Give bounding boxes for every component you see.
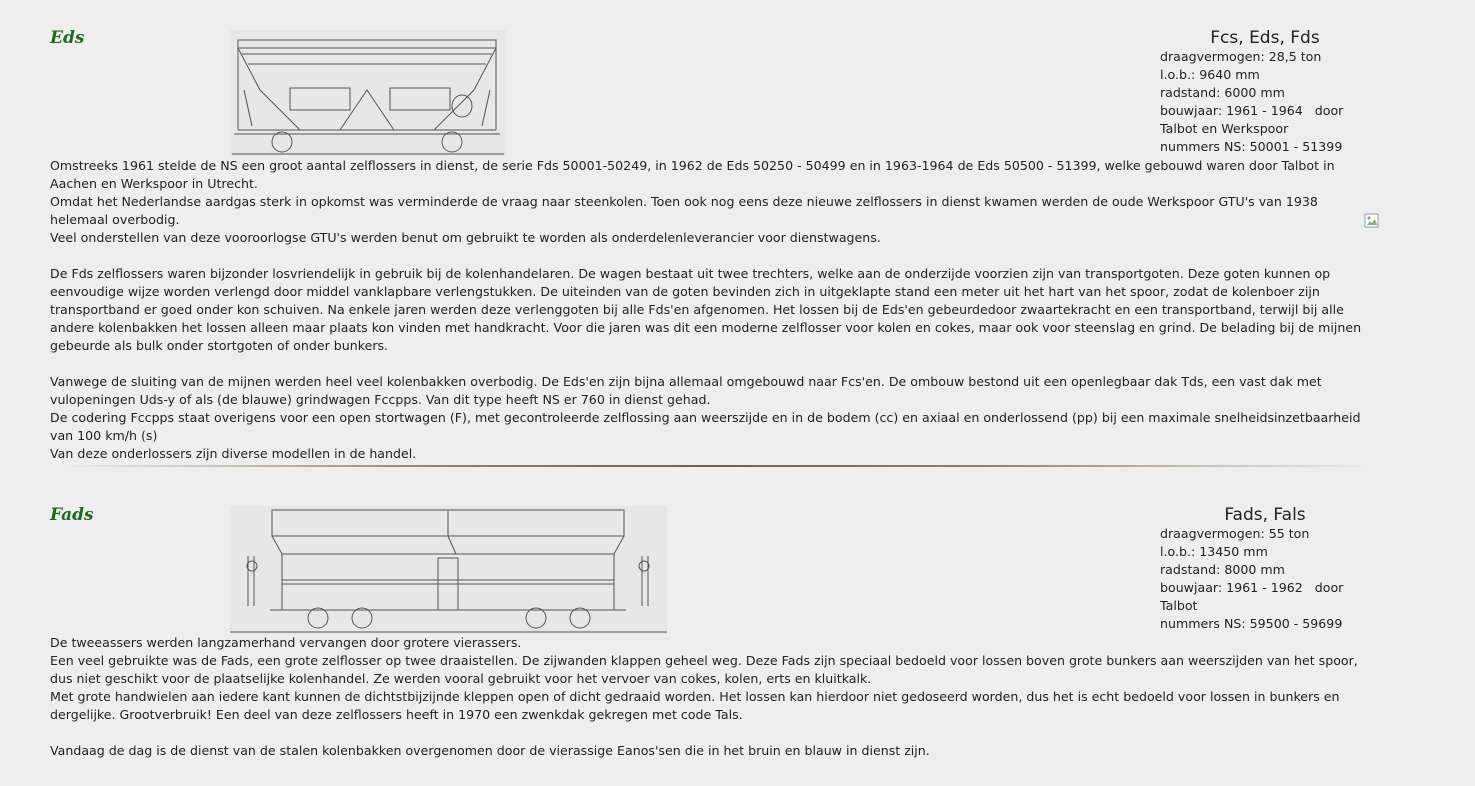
section-body xyxy=(50,634,1380,760)
paragraph: Van deze onderlossers zijn diverse modellen in de handel. xyxy=(50,446,417,461)
paragraph: Omstreeks 1961 stelde de NS een groot aantal zelflossers in dienst, de serie Fds 50001-50249, in 1962 de Eds 50250 - 50499 en in 1963-1964 de Eds 50500 - 51399, welke gebouwd waren door Talbot in Aachen en Werkspoor in Utrecht. xyxy=(50,158,1335,191)
spacer xyxy=(50,724,1380,742)
spec-line: l.o.b.: 9640 mm xyxy=(1160,67,1260,82)
spec-line: Talbot en Werkspoor xyxy=(1160,121,1289,136)
paragraph: De tweeassers werden langzamerhand vervangen door grotere vierassers. xyxy=(50,635,522,650)
spacer xyxy=(50,247,1380,265)
paragraph: De codering Fccpps staat overigens voor een open stortwagen (F), met gecontroleerde zelflossing aan weerszijde en in de bodem (cc) en axiaal en onderlossend (pp) bij een maximale snelheidsinzetbaarheid van 100 km/h (s) xyxy=(50,410,1361,443)
paragraph: Vanwege de sluiting van de mijnen werden heel veel kolenbakken overbodig. De Eds'en zijn bijna allemaal omgebouwd naar Fcs'en. De ombouw bestond uit een openlegbaar dak Tds, een vast dak met vulopeningen Uds-y of als (de blauwe) grindwagen Fccpps. Van dit type heeft NS er 760 in dienst gehad. xyxy=(50,374,1322,407)
spec-line: radstand: 8000 mm xyxy=(1160,562,1285,577)
spec-line: nummers NS: 50001 - 51399 xyxy=(1160,139,1343,154)
fads-wagon-icon xyxy=(230,506,667,634)
fads-wagon-drawing xyxy=(230,506,667,634)
specs-block xyxy=(1160,28,1370,156)
specs-block xyxy=(1160,505,1370,633)
eds-wagon-icon xyxy=(230,30,506,156)
section-fads xyxy=(50,505,1380,775)
paragraph: De Fds zelflossers waren bijzonder losvriendelijk in gebruik bij de kolenhandelaren. De wagen bestaat uit twee trechters, welke aan de onderzijde voorzien zijn van transportgoten. Deze goten kunnen op eenvoudige wijze worden verlengd door middel vanklapbare verlengstukken. De uiteinden van de goten bevinden zich in uitgeklapte stand een meter uit het hart van het spoor, zodat de kolenboer zijn transportband er goed onder kon schuiven. Na enkele jaren werden deze verlenggoten bij alle Fds'en afgenomen. Het lossen bij de Eds'en gebeurdedoor zwaartekracht en een transportband, terwijl bij alle andere kolenbakken het lossen alleen maar plaats kon vinden met handkracht. Voor die jaren was dit een moderne zelflosser voor kolen en cokes, maar ook voor steenslag en grind. De belading bij de mijnen gebeurde als bulk onder stortgoten of onder bunkers. xyxy=(50,266,1362,353)
paragraph: Vandaag de dag is de dienst van de stalen kolenbakken overgenomen door de vierassige Eanos'sen die in het bruin en blauw in dienst zijn. xyxy=(50,743,930,758)
spec-line: Talbot xyxy=(1160,598,1198,613)
spec-line: l.o.b.: 13450 mm xyxy=(1160,544,1268,559)
eds-wagon-drawing xyxy=(230,30,506,156)
specs-heading: Fads, Fals xyxy=(1224,505,1306,525)
spacer xyxy=(50,355,1380,373)
paragraph: Met grote handwielen aan iedere kant kunnen de dichtstbijzijnde kleppen open of dicht gedraaid worden. Het lossen kan hierdoor niet gedoseerd worden, dus het is echt bedoeld voor lossen in bunkers en dergelijke. Grootverbruik! Een deel van deze zelflossers heeft in 1970 een zwenkdak gekregen met code Tals. xyxy=(50,689,1340,722)
spec-line: draagvermogen: 55 ton xyxy=(1160,526,1310,541)
section-body xyxy=(50,157,1380,463)
spec-line: draagvermogen: 28,5 ton xyxy=(1160,49,1322,64)
paragraph: Omdat het Nederlandse aardgas sterk in opkomst was verminderde de vraag naar steenkolen. Toen ook nog eens deze nieuwe zelflossers in dienst kwamen werden de oude Werkspoor GTU's van 1938 helemaal overbodig. xyxy=(50,194,1318,227)
section-divider xyxy=(60,465,1370,467)
spec-line: bouwjaar: 1961 - 1964 door xyxy=(1160,103,1344,118)
spec-line: radstand: 6000 mm xyxy=(1160,85,1285,100)
paragraph: Een veel gebruikte was de Fads, een grote zelflosser op twee draaistellen. De zijwanden klappen geheel weg. Deze Fads zijn speciaal bedoeld voor lossen boven grote bunkers aan weerszijden van het spoor, dus niet geschikt voor de plaatselijke kolenhandel. Ze werden vooral gebruikt voor het vervoer van cokes, kolen, erts en kluitkalk. xyxy=(50,653,1358,686)
section-eds xyxy=(50,28,1380,461)
paragraph: Veel onderstellen van deze vooroorlogse GTU's werden benut om gebruikt te worden als onderdelenleverancier voor dienstwagens. xyxy=(50,230,881,245)
specs-heading: Fcs, Eds, Fds xyxy=(1210,28,1320,48)
spec-line: nummers NS: 59500 - 59699 xyxy=(1160,616,1343,631)
section-title: Fads xyxy=(50,505,94,525)
broken-image-icon xyxy=(1364,213,1380,229)
spec-line: bouwjaar: 1961 - 1962 door xyxy=(1160,580,1344,595)
section-title: Eds xyxy=(50,28,85,48)
